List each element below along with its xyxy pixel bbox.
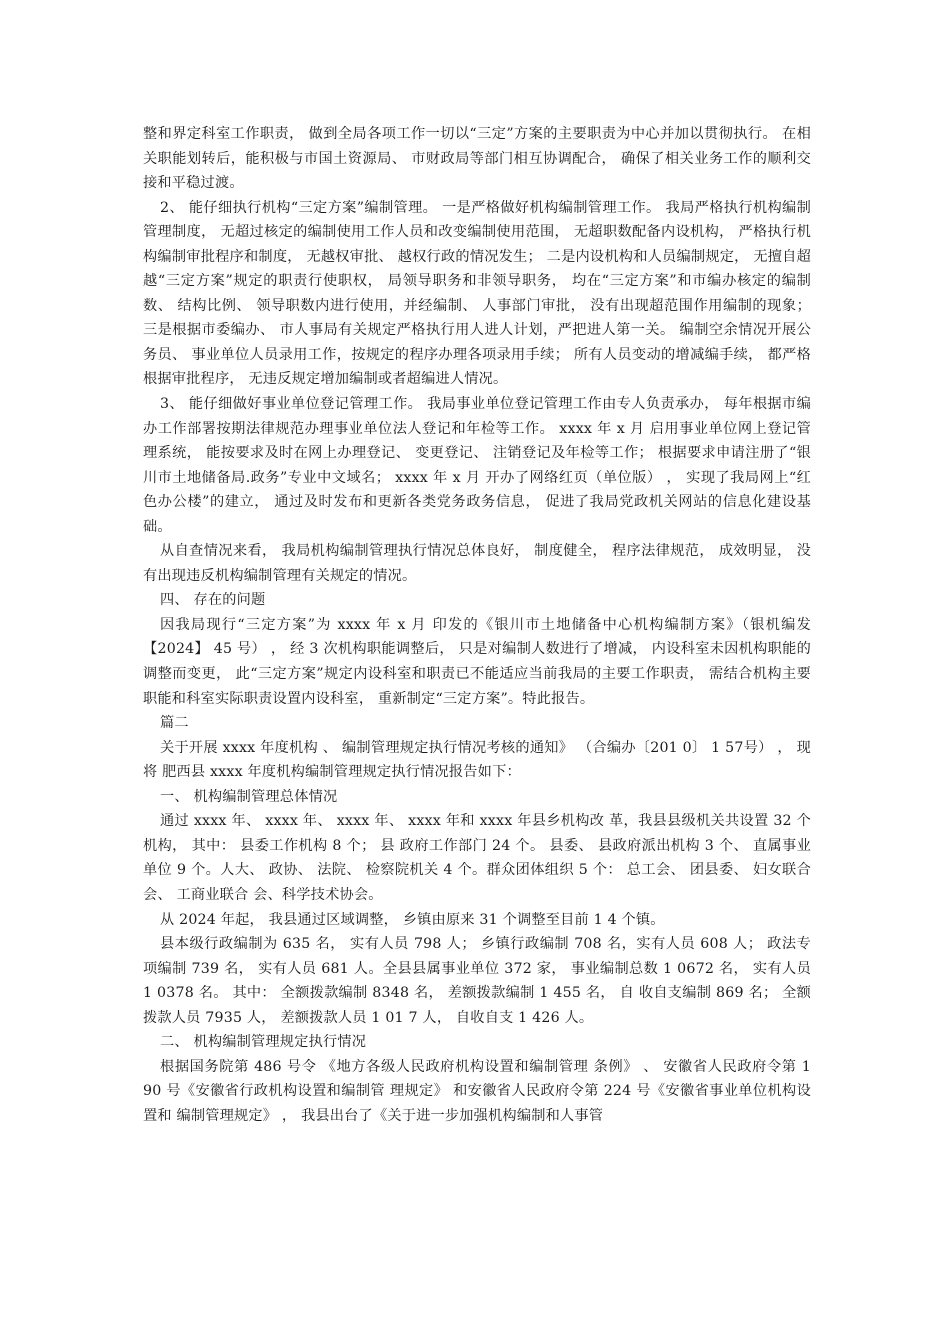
section-heading-part-two: 篇二 — [160, 715, 189, 732]
paragraph-township-adjustment: 从 2024 年起， 我县通过区域调整， 乡镇由原来 31 个调整至目前 1 4 个镇。 — [160, 911, 665, 928]
section-heading-overview: 一、 机构编制管理总体情况 — [160, 788, 338, 805]
paragraph-problems: 因我局现行“三定方案”为 xxxx 年 x 月 印发的《银川市土地储备中心机构编制方案》（银机编发【2024】 45 号） ， 经 3 次机构职能调整后， 只是对编制人数进行了增减， 内设科室未因机构职能的调整而变更， 此“三定方案”规定内设科室和职责已不能适应当前我局的主要工作职责， 需结合机构主要职能和科室实际职责设置内设科室， 重新制定“三定方案”。特此报告。 — [143, 616, 811, 707]
paragraph-continuation: 整和界定科室工作职责， 做到全局各项工作一切以“三定”方案的主要职责为中心并加以贯彻执行。 在相关职能划转后，能积极与市国土资源局、 市财政局等部门相互协调配合， 确保了相关业务工作的顺利交接和平稳过渡。 — [143, 126, 811, 192]
section-heading-problems: 四、 存在的问题 — [160, 592, 266, 609]
document-body — [143, 122, 811, 1128]
paragraph-staffing-numbers: 县本级行政编制为 635 名， 实有人员 798 人； 乡镇行政编制 708 名，实有人员 608 人； 政法专项编制 739 名， 实有人员 681 人。全县县属事业单位 372 家， 事业编制总数 1 0672 名， 实有人员 1 0378 名。 其中： 全额拨款编制 8348 名， 差额拨款编制 1 455 名， 自 收自支编制 869 名； 全额拨款人员 7935 人， 差额拨款人员 1 01 7 人， 自收自支 1 426 人。 — [143, 936, 811, 1026]
paragraph-item-3: 3、 能仔细做好事业单位登记管理工作。 我局事业单位登记管理工作由专人负责承办， 每年根据市编办工作部署按期法律规范办理事业单位法人登记和年检等工作。 xxxx 年 x 月 启用事业单位网上登记管理系统， 能按要求及时在网上办理登记、 变更登记、 注销登记及年检等工作； 根据要求申请注册了“银川市土地储备局.政务”专业中文域名； xxxx 年 x 月 开办了网络红页（单位版） ， 实现了我局网上“红色办公楼”的建立， 通过及时发布和更新各类党务政务信息， 促进了我局党政机关网站的信息化建设基础。 — [143, 396, 811, 535]
paragraph-reform-overview: 通过 xxxx 年、 xxxx 年、 xxxx 年、 xxxx 年和 xxxx 年县乡机构改 革，我县县级机关共设置 32 个机构， 其中： 县委工作机构 8 个； 县 政府工作部门 24 个。 县委、 县政府派出机构 3 个、 直属事业单位 9 个。人大、 政协、 法院、 检察院机关 4 个。群众团体组织 5 个： 总工会、 团县委、 妇女联合会、 工商业联合 会、科学技术协会。 — [143, 813, 811, 903]
paragraph-regulations: 根据国务院第 486 号令 《地方各级人民政府机构设置和编制管理 条例》 、 安徽省人民政府令第 1 90 号《安徽省行政机构设置和编制管 理规定》 和安徽省人民政府令第 224 号《安徽省事业单位机构设置和 编制管理规定》 ， 我县出台了《关于进一步加强机构编制和人事管 — [143, 1058, 811, 1124]
section-heading-execution: 二、 机构编制管理规定执行情况 — [160, 1034, 367, 1051]
paragraph-self-check-summary: 从自查情况来看， 我局机构编制管理执行情况总体良好， 制度健全， 程序法律规范， 成效明显， 没有出现违反机构编制管理有关规定的情况。 — [143, 543, 811, 584]
paragraph-notice-reference: 关于开展 xxxx 年度机构 、 编制管理规定执行情况考核的通知》 （合编办〔201 0〕 1 57号） ， 现将 肥西县 xxxx 年度机构编制管理规定执行情况报告如下： — [143, 739, 811, 781]
paragraph-item-2: 2、 能仔细执行机构“三定方案”编制管理。 一是严格做好机构编制管理工作。 我局严格执行机构编制管理制度， 无超过核定的编制使用工作人员和改变编制使用范围， 无超职数配备内设机构， 严格执行机构编制审批程序和制度， 无越权审批、 越权行政的情况发生； 二是内设机构和人员编制规定， 无擅自超越“三定方案”规定的职责行使职权， 局领导职务和非领导职务， 均在“三定方案”和市编办核定的编制数、 结构比例、 领导职数内进行使用，并经编制、 人事部门审批， 没有出现超范围作用编制的现象； 三是根据市委编办、 市人事局有关规定严格执行用人进人计划，严把进人第一关。 编制空余情况开展公务员、 事业单位人员录用工作，按规定的程序办理各项录用手续； 所有人员变动的增减编手续， 都严格根据审批程序， 无违反规定增加编制或者超编进人情况。 — [143, 199, 811, 388]
